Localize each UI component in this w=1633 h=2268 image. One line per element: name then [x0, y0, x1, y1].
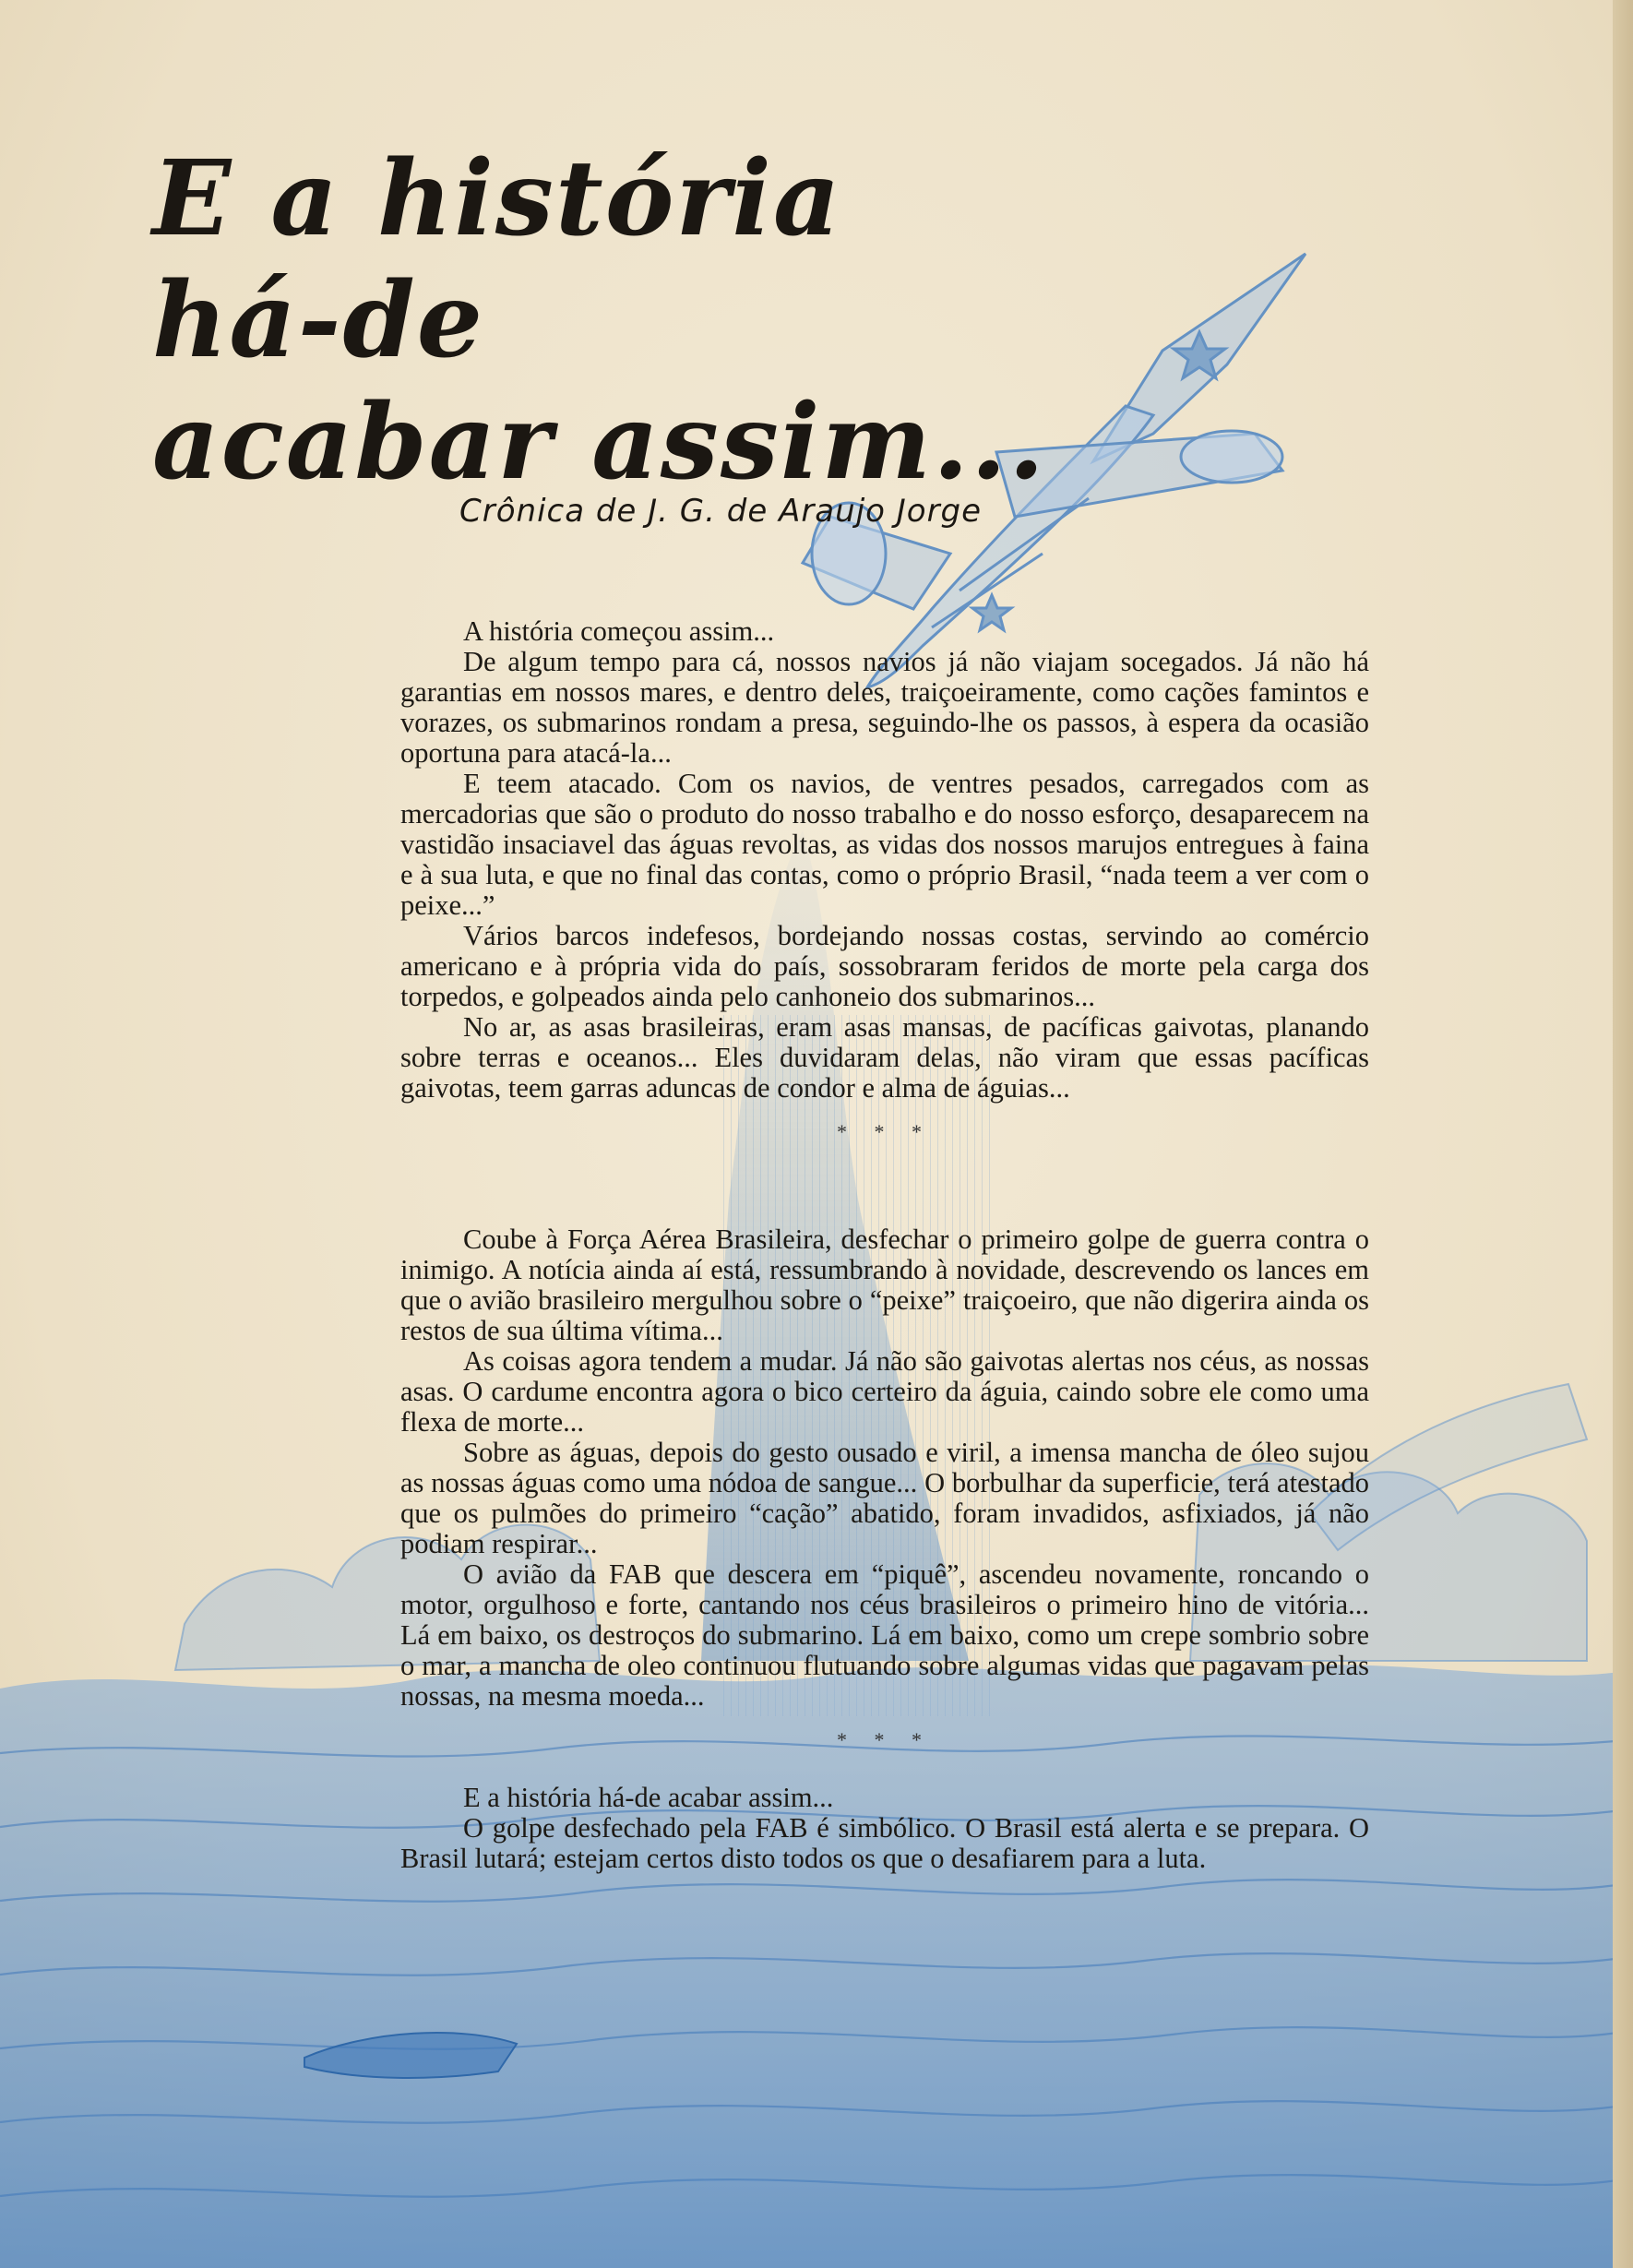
- paragraph: E a história há-de acabar assim...: [463, 1782, 834, 1813]
- title-line-3: acabar assim...: [152, 382, 1046, 503]
- paragraph: De algum tempo para cá, nossos navios já não viajam socegados. Já não há garantias em nossos mares, e dentro deles, traiçoeiramente, como cações famintos e vorazes, os submarinos rondam a presa, seguindo-lhe os passos, à espera da ocasião oportuna para atacá-la...: [400, 646, 1369, 769]
- article-title: [152, 138, 1046, 504]
- title-line-1: E a história: [152, 138, 842, 259]
- paragraph: No ar, as asas brasileiras, eram asas mansas, de pacíficas gaivotas, planando sobre terras e oceanos... Eles duvidaram delas, não viram que essas pacíficas gaivotas, teem garras aduncas de condor e alma de águias...: [400, 1011, 1369, 1104]
- paragraph: As coisas agora tendem a mudar. Já não são gaivotas alertas nos céus, as nossas asas. O cardume encontra agora o bico certeiro da águia, caindo sobre ele como uma flexa de morte...: [400, 1345, 1369, 1438]
- title-line-2: há-de: [152, 260, 485, 381]
- paragraph: Vários barcos indefesos, bordejando nossas costas, servindo ao comércio americano e à própria vida do país, sossobraram feridos de morte pela carga dos torpedos, e golpeados ainda pelo canhoneio dos submarinos...: [400, 920, 1369, 1012]
- paragraph: Coube à Força Aérea Brasileira, desfechar o primeiro golpe de guerra contra o inimigo. A notícia ainda aí está, ressumbrando à novidade, descrevendo os lances em que o avião brasileiro mergulhou sobre o “peixe” traiçoeiro, que não digerira ainda os restos de sua última vítima...: [400, 1224, 1369, 1346]
- paragraph: A história começou assim...: [463, 615, 775, 647]
- page-edge: [1613, 0, 1633, 2268]
- paragraph: Sobre as águas, depois do gesto ousado e viril, a imensa mancha de óleo sujou as nossas águas como uma nódoa de sangue... O borbulhar da superficie, terá atestado que os pulmões do primeiro “cação” abatido, foram invadidos, asfixiados, já não podiam respirar...: [400, 1437, 1369, 1559]
- paragraph: O golpe desfechado pela FAB é simbólico. O Brasil está alerta e se prepara. O Brasil lutará; estejam certos disto todos os que o desafiarem para a luta.: [400, 1812, 1369, 1874]
- section-separator: * * *: [837, 1120, 933, 1143]
- paragraph: O avião da FAB que descera em “piquê”, ascendeu novamente, roncando o motor, orgulhoso e forte, cantando nos céus brasileiros o primeiro hino de vitória... Lá em baixo, os destroços do submarino. Lá em baixo, como um crepe sombrio sobre o mar, a mancha de oleo continuou flutuando sobre algumas vidas que pagavam pelas nossas, na mesma moeda...: [400, 1558, 1369, 1712]
- section-separator: * * *: [837, 1728, 933, 1751]
- article-body: [400, 616, 1369, 1874]
- byline: Crônica de J. G. de Araujo Jorge: [459, 493, 983, 530]
- paragraph: E teem atacado. Com os navios, de ventres pesados, carregados com as mercadorias que são o produto do nosso trabalho e do nosso esforço, desaparecem na vastidão insaciavel das águas revoltas, as vidas dos nossos marujos entregues à faina e à sua luta, e que no final das contas, como o próprio Brasil, “nada teem a ver com o peixe...”: [400, 768, 1369, 921]
